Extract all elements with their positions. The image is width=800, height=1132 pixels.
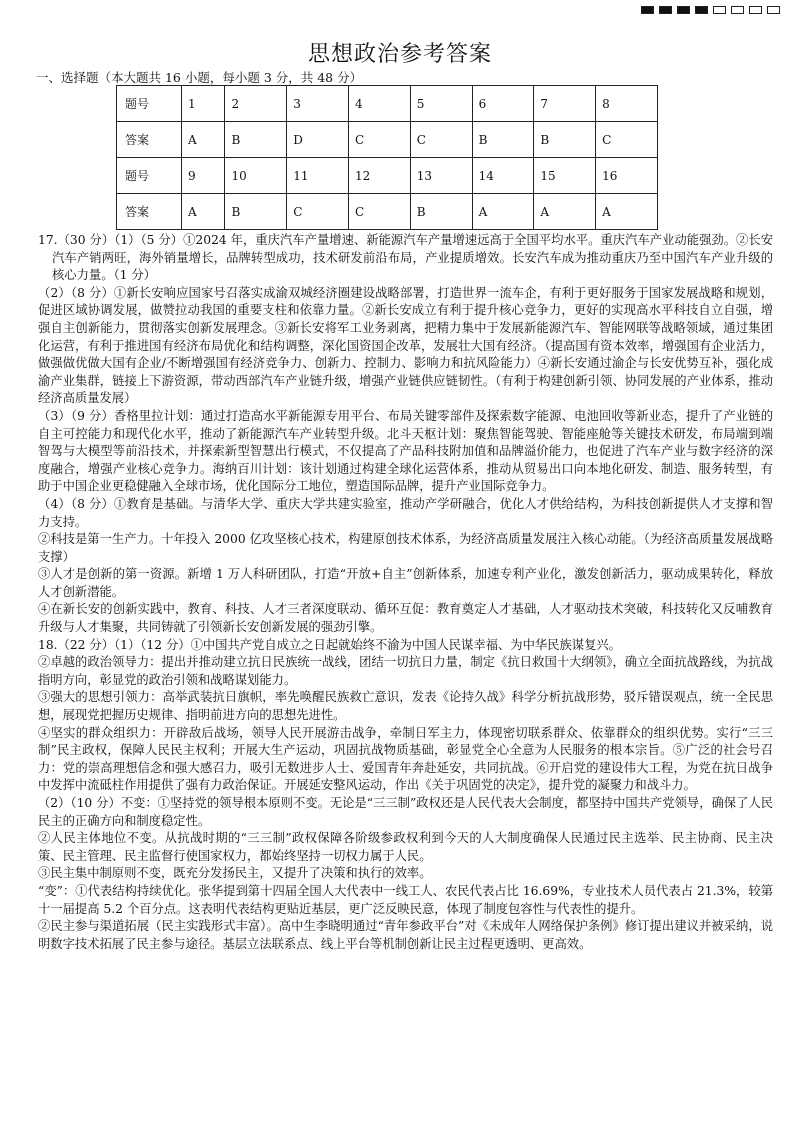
answer-table	[116, 85, 658, 230]
corner-mark	[659, 6, 672, 14]
answer-table-cell: 11	[287, 158, 349, 194]
answer-table-cell: A	[472, 194, 534, 230]
answer-table-cell: 7	[534, 86, 596, 122]
answer-paragraph: ②卓越的政治领导力：提出并推动建立抗日民族统一战线，团结一切抗日力量，制定《抗日救国十大纲领》，确立全面抗战路线，为抗战指明方向，彰显党的政治引领和战略谋划能力。	[38, 655, 773, 687]
answer-paragraph: （2）（10 分）不变：①坚持党的领导根本原则不变。无论是“三三制”政权还是人民代表大会制度，都坚持中国共产党领导，确保了人民民主的正确方向和制度稳定性。	[38, 796, 773, 828]
answer-paragraph: ④在新长安的创新实践中，教育、科技、人才三者深度联动、循环互促：教育奠定人才基础，人才驱动技术突破，科技转化又反哺教育升级与人才集聚，共同铸就了引领新长安创新发展的强劲引擎。	[38, 602, 773, 635]
answer-paragraph: ②科技是第一生产力。十年投入 2000 亿攻坚核心技术，构建原创技术体系，为经济高质量发展注入核心动能。（为经济高质量发展战略支撑）	[38, 532, 773, 564]
corner-mark	[749, 6, 762, 14]
answer-table-row	[117, 194, 658, 230]
answer-paragraph: （4）（8 分）①教育是基础。与清华大学、重庆大学共建实验室，推动产学研融合，优化人才供给结构，为科技创新提供人才支撑和智力支持。	[38, 496, 773, 529]
answer-table-cell: B	[410, 194, 472, 230]
corner-mark	[641, 6, 654, 14]
section-heading-choice: 一、选择题（本大题共 16 小题，每小题 3 分，共 48 分）	[36, 70, 363, 85]
answer-paragraph: ③人才是创新的第一资源。新增 1 万人科研团队，打造“开放+自主”创新体系，加速专利产业化，激发创新活力，驱动成果转化，释放人才创新潜能。	[38, 567, 773, 599]
answer-table-cell: 16	[596, 158, 658, 194]
answer-paragraph: 18.（22 分）（1）（12 分）①中国共产党自成立之日起就始终不渝为中国人民谋幸福、为中华民族谋复兴。	[38, 637, 621, 652]
answer-table-cell: C	[596, 122, 658, 158]
answer-paragraph: ③民主集中制原则不变，既充分发扬民主，又提升了决策和执行的效率。	[38, 866, 432, 881]
answer-table-header-cell: 题号	[117, 158, 182, 194]
corner-mark	[677, 6, 690, 14]
answer-table-cell: C	[349, 194, 411, 230]
answer-table-cell: 8	[596, 86, 658, 122]
answer-paragraph: ②民主参与渠道拓展（民主实践形式丰富）。高中生李晓明通过“青年参政平台”对《未成年人网络保护条例》修订提出建议并被采纳，说明数字技术拓展了民主参与途径。基层立法联系点、线上平台等机制创新让民主过程更透明、更高效。	[38, 919, 773, 951]
page-title: 思想政治参考答案	[307, 42, 492, 67]
answer-table-cell: 1	[182, 86, 225, 122]
corner-mark	[695, 6, 708, 14]
answer-table-cell: A	[596, 194, 658, 230]
answer-table-row	[117, 86, 658, 122]
corner-mark	[713, 6, 726, 14]
answer-table-header-cell: 答案	[117, 194, 182, 230]
answer-paragraph: （3）（9 分）香格里拉计划：通过打造高水平新能源专用平台、布局关键零部件及探索数字能源、电池回收等新业态，提升了产业链的自主可控能力和现代化水平，推动了新能源汽车产业转型升级。北斗天枢计划：聚焦智能驾驶、智能座舱等关键技术研发，布局端到端智驾与大模型等前沿技术，并探索新型智慧出行模式，不仅提高了产品科技附加值和品牌溢价能力，也促进了汽车产业与数字经济的深度融合，增强产业核心竞争力。海纳百川计划：该计划通过构建全球化运营体系，推动从贸易出口向本地化研发、制造、服务转型，有助于中国企业更稳健融入全球市场，优化国际分工地位，塑造国际品牌，提升产业国际竞争力。	[38, 408, 773, 494]
answer-table-cell: A	[182, 194, 225, 230]
answer-table-cell: 12	[349, 158, 411, 194]
answer-table-cell: A	[534, 194, 596, 230]
answer-table-cell: 13	[410, 158, 472, 194]
answer-table-cell: B	[225, 122, 287, 158]
corner-mark	[731, 6, 744, 14]
answer-table-cell: 2	[225, 86, 287, 122]
answer-paragraph: ②人民主体地位不变。从抗战时期的“三三制”政权保障各阶级参政权利到今天的人大制度确保人民通过民主选举、民主协商、民主决策、民主管理、民主监督行使国家权力，都始终坚持一切权力属于人民。	[38, 831, 773, 863]
answer-paragraph: ③强大的思想引领力：高举武装抗日旗帜，率先唤醒民族救亡意识，发表《论持久战》科学分析抗战形势，驳斥错误观点，统一全民思想，展现党把握历史规律、指明前进方向的思想先进性。	[38, 690, 773, 723]
answer-table-cell: C	[349, 122, 411, 158]
answer-table-cell: B	[472, 122, 534, 158]
answer-table-cell: 5	[410, 86, 472, 122]
answer-table-cell: 10	[225, 158, 287, 194]
answer-table-cell: 3	[287, 86, 349, 122]
answer-table-cell: 15	[534, 158, 596, 194]
answer-paragraph: （2）（8 分）①新长安响应国家号召落实成渝双城经济圈建设战略部署，打造世界一流车企，有利于更好服务于国家发展战略和规划，促进区域协调发展，做赞拉动我国的重要支柱和依靠力量。②新长安成立有利于提升核心竞争力，更好的实现高水平科技自立自强，增强自主创新能力，贯彻落实创新发展理念。③新长安将军工业务剥离，把精力集中于发展新能源汽车、智能网联等战略领域，通过集团化运营，有利于推进国有经济布局优化和结构调整，深化国资国企改革，发展壮大国有经济。（提高国有资本效率，增强国有企业活力，做强做优做大国有企业/不断增强国有经济竞争力、创新力、控制力、影响力和抗风险能力）④新长安通过渝企与长安优势互补，强化成渝产业集群，链接上下游资源，带动西部汽车产业链升级，增强产业链供应链韧性。（有利于构建创新引领、协同发展的产业体系，推动经济高质量发展）	[38, 285, 773, 406]
answer-table-cell: C	[287, 194, 349, 230]
answer-table-cell: 6	[472, 86, 534, 122]
answer-table-row	[117, 158, 658, 194]
answer-table-header-cell: 答案	[117, 122, 182, 158]
answer-table-cell: 14	[472, 158, 534, 194]
answer-body	[38, 232, 773, 953]
answer-table-header-cell: 题号	[117, 86, 182, 122]
answer-paragraph: 17.（30 分）（1）（5 分）①2024 年，重庆汽车产量增速、新能源汽车产量增速远高于全国平均水平。重庆汽车产业动能强劲。②长安汽车产销两旺，海外销量增长，品牌转型成功，技术研发前沿布局，产业提质增效。长安汽车成为推动重庆乃至中国汽车产业升级的核心力量。（1 分）	[38, 233, 773, 283]
answer-table-cell: 4	[349, 86, 411, 122]
answer-paragraph: “变”：①代表结构持续优化。张华提到第十四届全国人大代表中一线工人、农民代表占比 16.69%，专业技术人员代表占 21.3%，较第十一届提高 5.2 个百分点。这表明代表结构更贴近基层，更广泛反映民意，体现了制度包容性与代表性的提升。	[38, 883, 773, 916]
corner-mark	[767, 6, 780, 14]
answer-paragraph: ④坚实的群众组织力：开辟敌后战场，领导人民开展游击战争，牵制日军主力，体现密切联系群众、依靠群众的组织优势。实行“三三制”民主政权，保障人民民主权利；开展大生产运动，巩固抗战物质基础，彰显党全心全意为人民服务的根本宗旨。⑤广泛的社会号召力：党的崇高理想信念和强大感召力，吸引无数进步人士、爱国青年奔赴延安，共同抗战。⑥开启党的建设伟大工程，为党在抗日战争中发挥中流砥柱作用提供了强有力政治保证。开展延安整风运动，作出《关于巩固党的决定》，提升党的凝聚力和战斗力。	[38, 725, 773, 793]
answer-table-cell: C	[410, 122, 472, 158]
answer-table-row	[117, 122, 658, 158]
answer-table-cell: B	[225, 194, 287, 230]
answer-table-cell: 9	[182, 158, 225, 194]
answer-table-cell: B	[534, 122, 596, 158]
corner-marks	[641, 6, 780, 14]
answer-table-cell: D	[287, 122, 349, 158]
answer-table-cell: A	[182, 122, 225, 158]
